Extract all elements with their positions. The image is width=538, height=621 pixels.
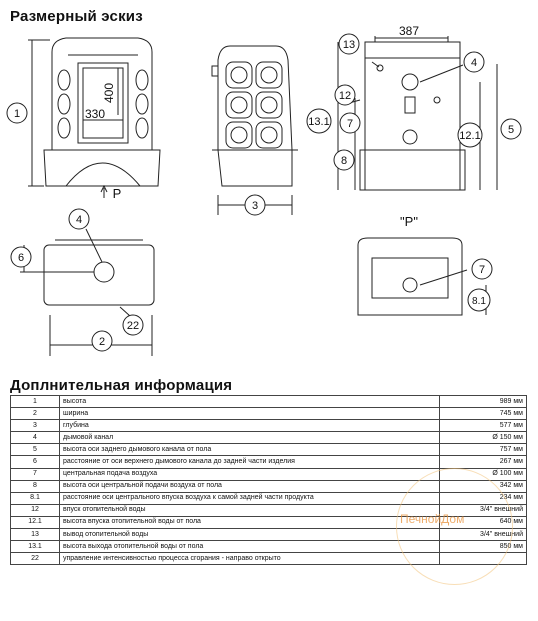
spec-number: 12.1 xyxy=(11,516,60,528)
front-height-label: 400 xyxy=(102,82,116,104)
callout-2: 2 xyxy=(98,336,106,348)
spec-description: дымовой канал xyxy=(60,432,440,444)
rear-top-dim-label: 387 xyxy=(398,24,420,38)
spec-description: глубина xyxy=(60,420,440,432)
callout-7-rear: 7 xyxy=(346,118,354,130)
front-arrow-label: P xyxy=(112,186,122,201)
side-view xyxy=(212,46,298,215)
spec-value: 267 мм xyxy=(440,456,527,468)
callout-7-bottom: 7 xyxy=(478,264,486,276)
spec-number: 1 xyxy=(11,396,60,408)
callout-4-top: 4 xyxy=(75,214,83,226)
callout-8-1: 8.1 xyxy=(472,296,486,307)
spec-number: 3 xyxy=(11,420,60,432)
spec-description: высота оси заднего дымового канала от пола xyxy=(60,444,440,456)
spec-number: 8.1 xyxy=(11,492,60,504)
spec-value: 342 мм xyxy=(440,480,527,492)
spec-description: высота оси центральной подачи воздуха от пола xyxy=(60,480,440,492)
spec-description: расстояние от оси верхнего дымового канала до задней части изделия xyxy=(60,456,440,468)
table-row xyxy=(11,396,527,408)
spec-value: Ø 100 мм xyxy=(440,468,527,480)
front-width-label: 330 xyxy=(84,107,106,121)
spec-description: впуск отопительной воды xyxy=(60,504,440,516)
callout-8: 8 xyxy=(340,155,348,167)
spec-number: 22 xyxy=(11,553,60,565)
spec-value: 850 мм xyxy=(440,541,527,553)
info-heading: Доплнительная информация xyxy=(10,377,233,394)
spec-number: 8 xyxy=(11,480,60,492)
sketch-heading: Размерный эскиз xyxy=(10,8,143,25)
table-row xyxy=(11,456,527,468)
spec-value: 234 мм xyxy=(440,492,527,504)
table-row xyxy=(11,420,527,432)
watermark-text: ПечнойДом xyxy=(400,512,465,526)
bottom-rear-view xyxy=(358,238,486,315)
spec-number: 4 xyxy=(11,432,60,444)
callout-22: 22 xyxy=(126,320,140,332)
spec-value: 757 мм xyxy=(440,444,527,456)
callout-13-1: 13.1 xyxy=(308,116,330,128)
spec-value: 745 мм xyxy=(440,408,527,420)
table-row xyxy=(11,408,527,420)
spec-number: 6 xyxy=(11,456,60,468)
callout-4-rear: 4 xyxy=(470,57,478,69)
spec-description: вывод отопительной воды xyxy=(60,529,440,541)
callout-1: 1 xyxy=(13,108,21,120)
spec-description: высота впуска отопительной воды от пола xyxy=(60,516,440,528)
spec-description: высота xyxy=(60,396,440,408)
spec-number: 12 xyxy=(11,504,60,516)
rear-view-label: "P" xyxy=(400,214,418,229)
spec-description: расстояние оси центрального впуска воздуха к самой задней части продукта xyxy=(60,492,440,504)
spec-number: 13 xyxy=(11,529,60,541)
spec-value: 640 мм xyxy=(440,516,527,528)
spec-number: 7 xyxy=(11,468,60,480)
spec-value: Ø 150 мм xyxy=(440,432,527,444)
watermark-logo xyxy=(396,468,513,585)
callout-13: 13 xyxy=(342,39,356,51)
callout-12-1: 12.1 xyxy=(459,130,481,142)
spec-value: 989 мм xyxy=(440,396,527,408)
spec-description: высота выхода отопительной воды от пола xyxy=(60,541,440,553)
table-row xyxy=(11,432,527,444)
callout-3: 3 xyxy=(251,200,259,212)
spec-description: ширина xyxy=(60,408,440,420)
callout-6: 6 xyxy=(17,252,25,264)
spec-number: 2 xyxy=(11,408,60,420)
spec-number: 13.1 xyxy=(11,541,60,553)
spec-description: управление интенсивностью процесса сгорания - направо открыто xyxy=(60,553,440,565)
spec-value: 3/4" внешний xyxy=(440,504,527,516)
spec-description: центральная подача воздуха xyxy=(60,468,440,480)
spec-value: 3/4" внешний xyxy=(440,529,527,541)
spec-value: 577 мм xyxy=(440,420,527,432)
callout-5: 5 xyxy=(507,124,515,136)
callout-12: 12 xyxy=(338,90,352,102)
spec-number: 5 xyxy=(11,444,60,456)
top-view xyxy=(17,229,154,356)
table-row xyxy=(11,444,527,456)
